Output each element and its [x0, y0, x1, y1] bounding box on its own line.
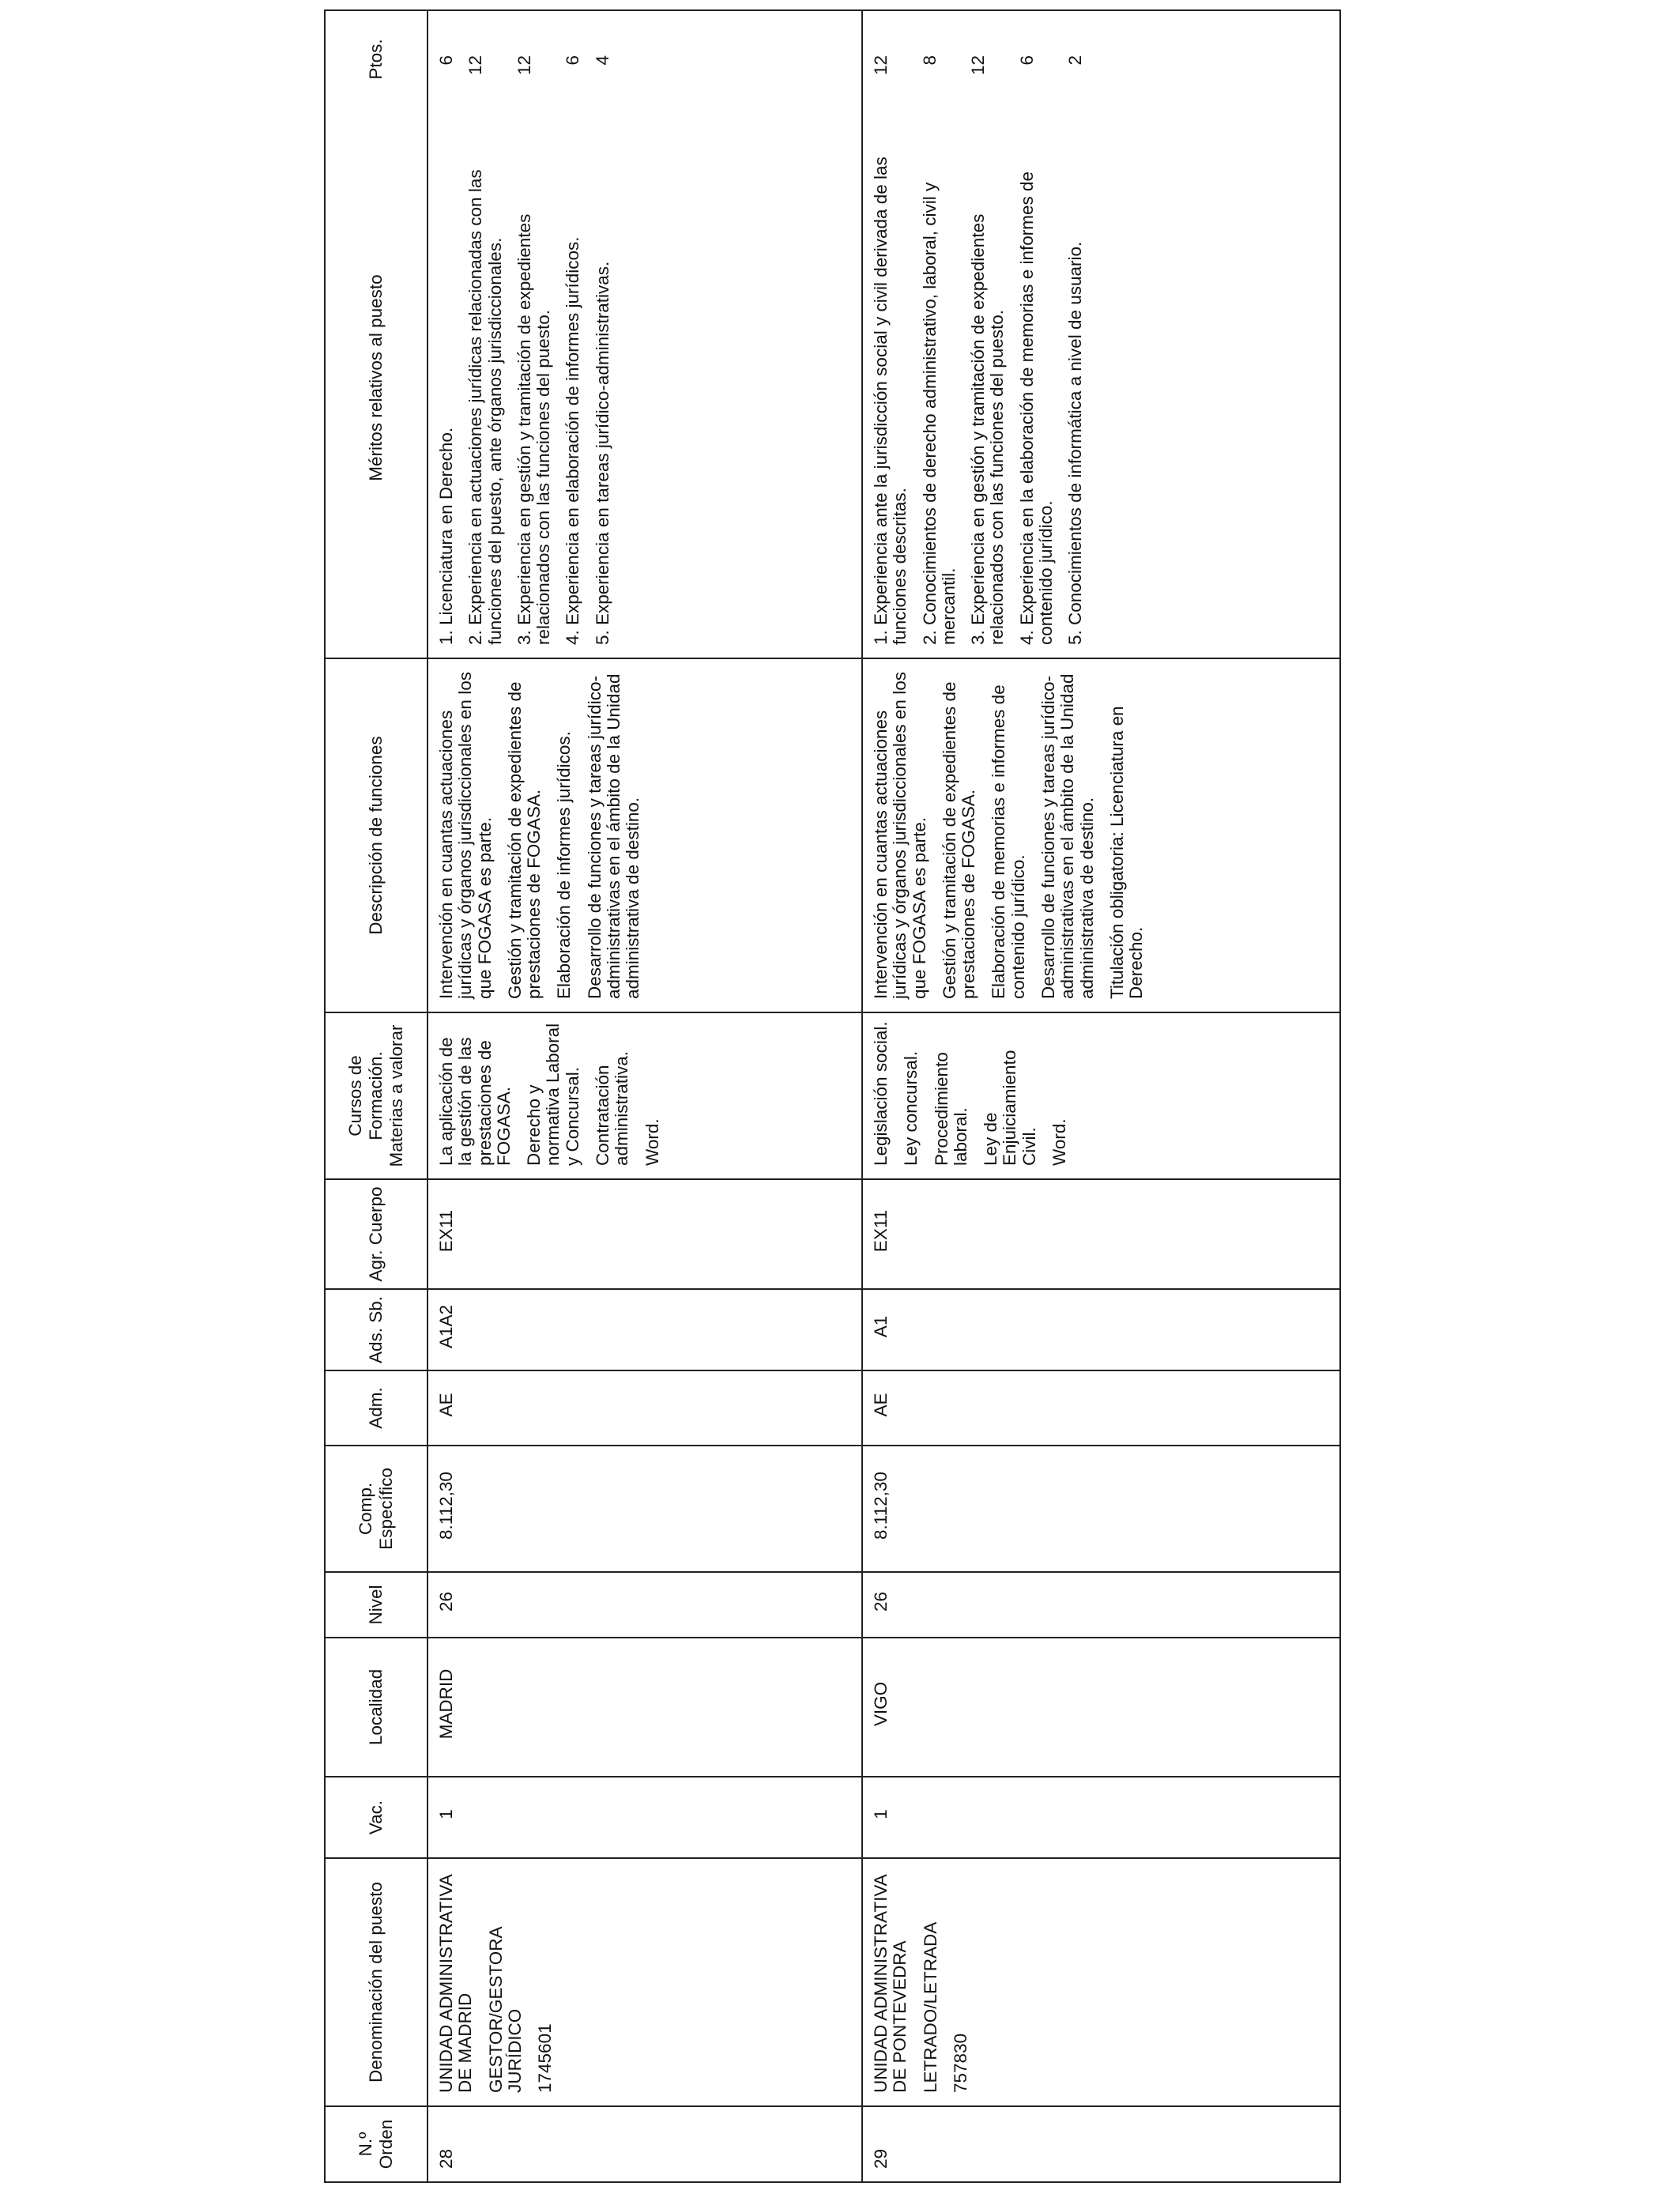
cell-vac: 1: [862, 1777, 1340, 1858]
merito-text: 2. Experiencia en actuaciones jurídicas relacionadas con las funciones del puesto, ante órganos jurisdiccionales.: [465, 169, 505, 645]
header-row: [325, 10, 428, 2182]
merito-text: 5. Conocimientos de informática a nivel de usuario.: [1065, 241, 1086, 645]
denominacion-unidad: UNIDAD ADMINISTRATIVA DE MADRID: [436, 1875, 476, 2093]
funcion-item: Intervención en cuantas actuaciones jurídicas y órganos jurisdiccionales en los que FOGASA es parte.: [871, 672, 929, 999]
denominacion-codigo: 1745601: [535, 2023, 556, 2093]
merito-item: [563, 17, 582, 645]
cell-meritos: [862, 10, 1340, 658]
curso-item: Contratación administrativa.: [593, 1050, 632, 1166]
cell-agr-cuerpo: EX11: [428, 1179, 862, 1289]
curso-item: Word.: [1049, 1118, 1070, 1166]
cell-descripcion: [862, 658, 1340, 1012]
table-row: [428, 10, 862, 2182]
merito-text: 2. Conocimientos de derecho administrativo, laboral, civil y mercantil.: [919, 182, 959, 645]
cell-nivel: 26: [428, 1572, 862, 1638]
merito-item: [466, 17, 505, 645]
merito-text: 3. Experiencia en gestión y tramitación de expedientes relacionados con las funciones del puesto.: [968, 213, 1008, 645]
header-meritos-ptos: [325, 10, 428, 658]
cell-orden: 29: [862, 2106, 1340, 2182]
merito-item: [872, 17, 910, 645]
cell-comp-especifico: 8.112,30: [428, 1446, 862, 1572]
cell-comp-especifico: 8.112,30: [862, 1446, 1340, 1572]
funcion-item: Gestión y tramitación de expedientes de prestaciones de FOGASA.: [939, 681, 979, 999]
funcion-item: Gestión y tramitación de expedientes de prestaciones de FOGASA.: [504, 681, 544, 999]
curso-item: La aplicación de la gestión de las prestaciones de FOGASA.: [436, 1037, 514, 1166]
merito-ptos: 6: [563, 55, 583, 66]
denominacion-codigo: 757830: [950, 2033, 970, 2093]
merito-text: 4. Experiencia en la elaboración de memorias e informes de contenido jurídico.: [1016, 171, 1057, 645]
merito-ptos: 12: [465, 55, 486, 76]
merito-ptos: 12: [968, 55, 989, 76]
header-ads: Ads. Sb.: [325, 1289, 428, 1370]
cell-cursos: [428, 1012, 862, 1179]
cell-ads: A1A2: [428, 1289, 862, 1370]
merito-item: [515, 17, 554, 645]
merito-ptos: 12: [871, 55, 891, 76]
denominacion-puesto: GESTOR/GESTORA JURÍDICO: [485, 1927, 525, 2093]
curso-item: Legislación social.: [871, 1021, 891, 1166]
table-row: [862, 10, 1340, 2182]
cell-ads: A1: [862, 1289, 1340, 1370]
funcion-item: Elaboración de informes jurídicos.: [554, 731, 574, 999]
merito-item: [1018, 17, 1057, 645]
merito-ptos: 4: [592, 55, 612, 66]
merito-item: [1066, 17, 1085, 645]
positions-table: [324, 9, 1341, 2183]
cell-localidad: MADRID: [428, 1638, 862, 1777]
merito-item: [969, 17, 1008, 645]
header-meritos: Méritos relativos al puesto: [366, 274, 386, 481]
merito-ptos: 2: [1065, 55, 1086, 66]
header-nivel: Nivel: [325, 1572, 428, 1638]
cell-adm: AE: [862, 1370, 1340, 1446]
funcion-item: Desarrollo de funciones y tareas jurídico-administrativas en el ámbito de la Unidad administrativa de destino.: [584, 673, 643, 999]
merito-ptos: 12: [514, 55, 534, 76]
curso-item: Ley de Enjuiciamiento Civil.: [981, 1050, 1039, 1166]
denominacion-unidad: UNIDAD ADMINISTRATIVA DE PONTEVEDRA: [871, 1875, 910, 2093]
header-descripcion: Descripción de funciones: [325, 658, 428, 1012]
cell-descripcion: [428, 658, 862, 1012]
cell-orden: 28: [428, 2106, 862, 2182]
cell-cursos: [862, 1012, 1340, 1179]
funcion-item: Titulación obligatoria: Licenciatura en Derecho.: [1106, 706, 1147, 999]
header-orden: N.º Orden: [325, 2106, 428, 2182]
merito-ptos: 6: [1016, 55, 1037, 66]
merito-text: 1. Licenciatura en Derecho.: [436, 427, 456, 645]
cell-denominacion: [428, 1858, 862, 2106]
merito-item: [437, 17, 456, 645]
header-vac: Vac.: [325, 1777, 428, 1858]
curso-item: Word.: [642, 1118, 662, 1166]
merito-text: 3. Experiencia en gestión y tramitación de expedientes relacionados con las funciones del puesto.: [514, 213, 554, 645]
merito-ptos: 6: [436, 55, 456, 66]
denominacion-puesto: LETRADO/LETRADA: [920, 1921, 940, 2093]
merito-ptos: 8: [919, 55, 940, 66]
header-agr-cuerpo: Agr. Cuerpo: [325, 1179, 428, 1289]
merito-text: 1. Experiencia ante la jurisdicción social y civil derivada de las funciones descritas.: [871, 156, 910, 645]
header-adm: Adm.: [325, 1370, 428, 1446]
cell-denominacion: [862, 1858, 1340, 2106]
header-cursos: Cursos de Formación. Materias a valorar: [325, 1012, 428, 1179]
header-ptos: Ptos.: [366, 39, 386, 80]
cell-meritos: [428, 10, 862, 658]
header-comp-especifico: Comp. Específico: [325, 1446, 428, 1572]
header-localidad: Localidad: [325, 1638, 428, 1777]
funcion-item: Elaboración de memorias e informes de contenido jurídico.: [989, 684, 1028, 999]
cell-nivel: 26: [862, 1572, 1340, 1638]
merito-text: 5. Experiencia en tareas jurídico-administrativas.: [592, 261, 612, 645]
curso-item: Procedimiento laboral.: [931, 1052, 970, 1166]
curso-item: Derecho y normativa Laboral y Concursal.: [524, 1023, 582, 1166]
cell-agr-cuerpo: EX11: [862, 1179, 1340, 1289]
merito-text: 4. Experiencia en elaboración de informes jurídicos.: [563, 236, 583, 645]
cell-localidad: VIGO: [862, 1638, 1340, 1777]
merito-item: [921, 17, 959, 645]
funcion-item: Intervención en cuantas actuaciones jurídicas y órganos jurisdiccionales en los que FOGASA es parte.: [436, 672, 495, 999]
curso-item: Ley concursal.: [901, 1050, 921, 1166]
cell-vac: 1: [428, 1777, 862, 1858]
cell-adm: AE: [428, 1370, 862, 1446]
funcion-item: Desarrollo de funciones y tareas jurídico-administrativas en el ámbito de la Unidad administrativa de destino.: [1038, 673, 1097, 999]
header-denominacion: Denominación del puesto: [325, 1858, 428, 2106]
merito-item: [593, 17, 612, 645]
